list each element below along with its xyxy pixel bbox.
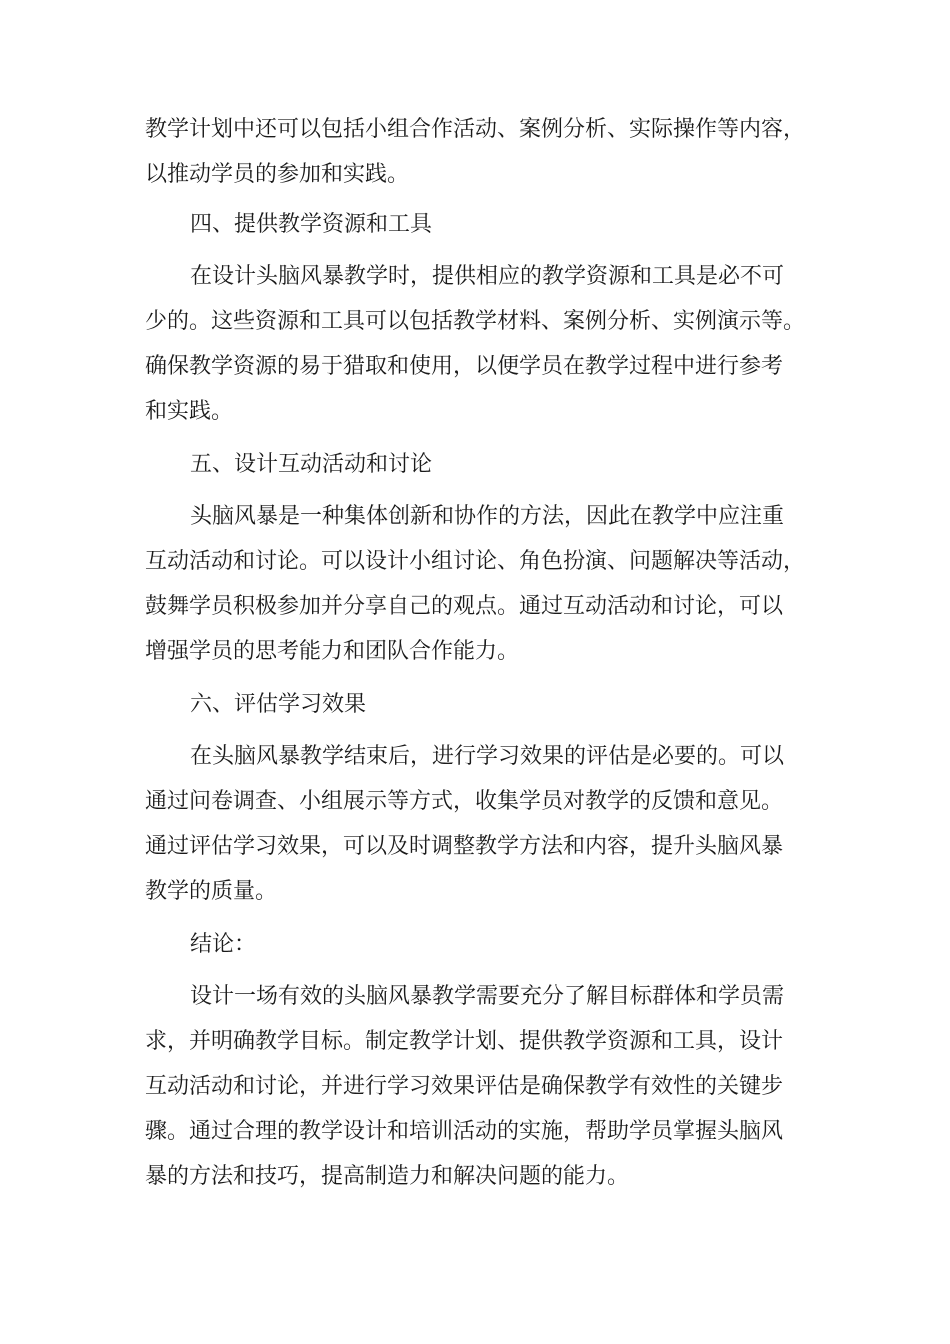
text-line: 骤。通过合理的教学设计和培训活动的实施，帮助学员掌握头脑风 [145, 1119, 784, 1144]
text-line: 鼓舞学员积极参加并分享自己的观点。通过互动活动和讨论，可以 [145, 594, 784, 619]
text-line: 头脑风暴是一种集体创新和协作的方法，因此在教学中应注重 [190, 504, 785, 529]
text-line: 暴的方法和技巧，提高制造力和解决问题的能力。 [145, 1164, 630, 1189]
text-line: 增强学员的思考能力和团队合作能力。 [145, 639, 520, 664]
text-line: 和实践。 [145, 399, 234, 424]
text-line: 教学计划中还可以包括小组合作活动、案例分析、实际操作等内容， [145, 117, 806, 142]
text-line: 在设计头脑风暴教学时，提供相应的教学资源和工具是必不可 [190, 264, 785, 289]
section-heading-interaction: 五、设计互动活动和讨论 [190, 452, 433, 477]
text-line: 求，并明确教学目标。制定教学计划、提供教学资源和工具，设计 [145, 1029, 784, 1054]
text-line: 互动活动和讨论。可以设计小组讨论、角色扮演、问题解决等活动， [145, 549, 806, 574]
text-line: 在头脑风暴教学结束后，进行学习效果的评估是必要的。可以 [190, 744, 785, 769]
text-line: 少的。这些资源和工具可以包括教学材料、案例分析、实例演示等。 [145, 309, 806, 334]
section-heading-evaluation: 六、评估学习效果 [190, 692, 367, 717]
section-heading-resources: 四、提供教学资源和工具 [190, 212, 433, 237]
text-line: 互动活动和讨论，并进行学习效果评估是确保教学有效性的关键步 [145, 1074, 784, 1099]
text-line: 通过问卷调查、小组展示等方式，收集学员对教学的反馈和意见。 [145, 789, 784, 814]
text-line: 设计一场有效的头脑风暴教学需要充分了解目标群体和学员需 [190, 984, 785, 1009]
text-line: 确保教学资源的易于猎取和使用，以便学员在教学过程中进行参考 [145, 354, 784, 379]
conclusion-heading: 结论： [190, 932, 257, 957]
text-line: 通过评估学习效果，可以及时调整教学方法和内容，提升头脑风暴 [145, 834, 784, 859]
text-line: 以推动学员的参加和实践。 [145, 162, 410, 187]
text-line: 教学的质量。 [145, 879, 278, 904]
